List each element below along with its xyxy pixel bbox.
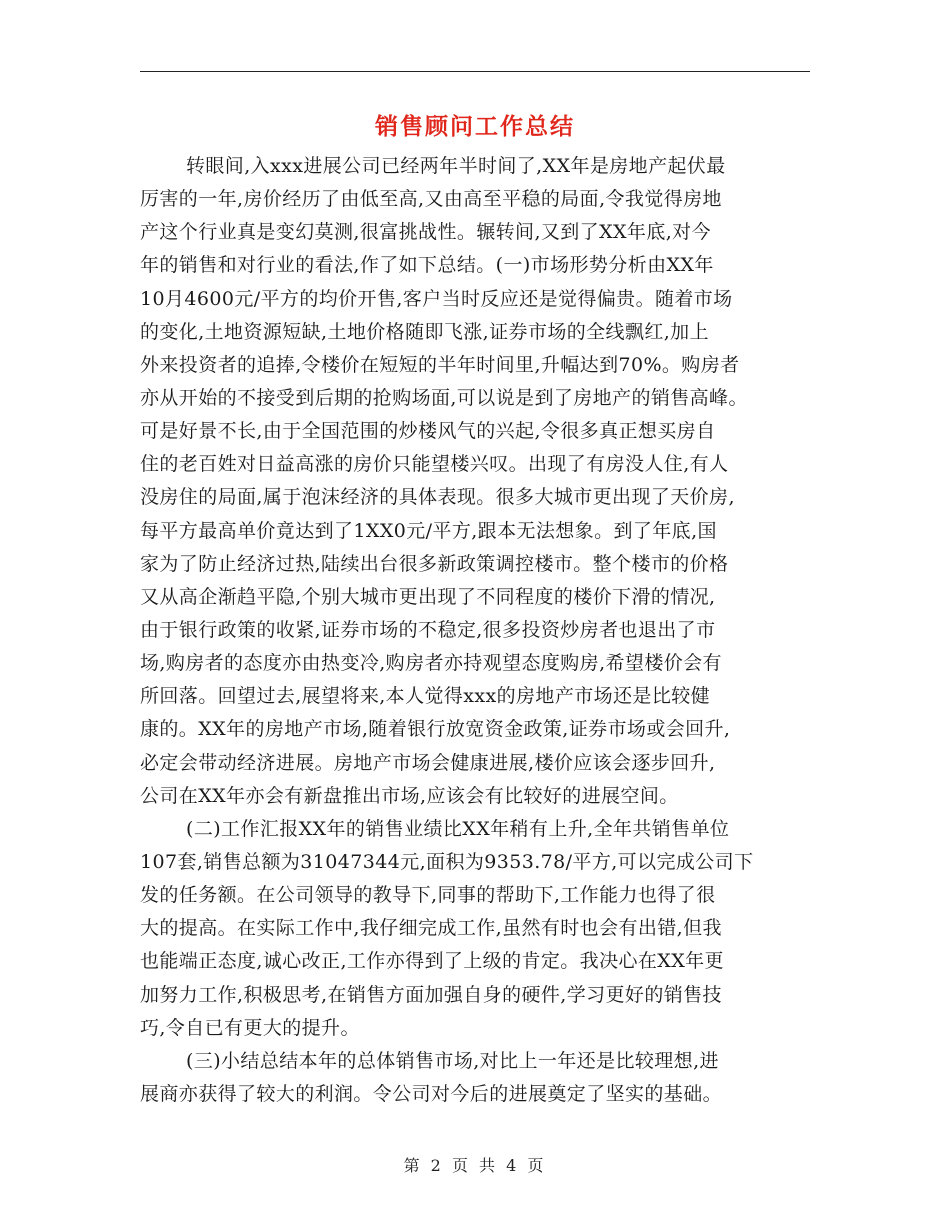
body-line: 107套,销售总额为31047344元,面积为9353.78/平方,可以完成公司下 — [140, 850, 754, 873]
body-line: 加努力工作,积极思考,在销售方面加强自身的硬件,学习更好的销售技 — [140, 983, 722, 1006]
body-line: 的变化,土地资源短缺,土地价格随即飞涨,证券市场的全线飘红,加上 — [140, 320, 709, 343]
body-line: 转眼间,入xxx进展公司已经两年半时间了,XX年是房地产起伏最 — [186, 155, 726, 177]
body-line: 也能端正态度,诚心改正,工作亦得到了上级的肯定。我决心在XX年更 — [140, 950, 724, 973]
body-line: (二)工作汇报XX年的销售业绩比XX年稍有上升,全年共销售单位 — [186, 817, 730, 840]
body-line: 厉害的一年,房价经历了由低至高,又由高至平稳的局面,令我觉得房地 — [140, 188, 722, 211]
body-line: 住的老百姓对日益高涨的房价只能望楼兴叹。出现了有房没人住,有人 — [140, 453, 729, 476]
body-line: 又从高企渐趋平隐,个别大城市更出现了不同程度的楼价下滑的情况, — [140, 585, 716, 608]
body-line: 年的销售和对行业的看法,作了如下总结。(一)市场形势分析由XX年 — [140, 254, 714, 277]
body-line: 外来投资者的追捧,令楼价在短短的半年时间里,升幅达到70%。购房者 — [140, 353, 740, 376]
body-line: 每平方最高单价竟达到了1XX0元/平方,跟本无法想象。到了年底,国 — [140, 519, 717, 542]
page-number-footer: 第 2 页 共 4 页 — [403, 1156, 547, 1175]
document-title: 销售顾问工作总结 — [375, 114, 575, 140]
body-line: 展商亦获得了较大的利润。令公司对今后的进展奠定了坚实的基础。 — [140, 1082, 723, 1105]
body-line: 可是好景不长,由于全国范围的炒楼风气的兴起,令很多真正想买房自 — [140, 420, 716, 443]
body-line: 由于银行政策的收紧,证券市场的不稳定,很多投资炒房者也退出了市 — [140, 618, 716, 641]
body-line: 10月4600元/平方的均价开售,客户当时反应还是觉得偏贵。随着市场 — [140, 287, 733, 310]
document-body — [140, 150, 810, 1111]
body-line: 产这个行业真是变幻莫测,很富挑战性。辗转间,又到了XX年底,对今 — [140, 221, 711, 244]
body-line: 公司在XX年亦会有新盘推出市场,应该会有比较好的进展空间。 — [140, 784, 679, 807]
body-line: 必定会带动经济进展。房地产市场会健康进展,楼价应该会逐步回升, — [140, 751, 716, 774]
body-line: 亦从开始的不接受到后期的抢购场面,可以说是到了房地产的销售高峰。 — [140, 386, 748, 409]
body-line: 巧,令自已有更大的提升。 — [140, 1016, 360, 1039]
body-line: 康的。XX年的房地产市场,随着银行放宽资金政策,证券市场或会回升, — [140, 718, 731, 741]
header-rule — [140, 71, 810, 72]
body-line: 没房住的局面,属于泡沫经济的具体表现。很多大城市更出现了天价房, — [140, 486, 735, 509]
body-line: 家为了防止经济过热,陆续出台很多新政策调控楼市。整个楼市的价格 — [140, 552, 729, 575]
body-line: (三)小结总结本年的总体销售市场,对比上一年还是比较理想,进 — [186, 1049, 719, 1072]
body-line: 发的任务额。在公司领导的教导下,同事的帮助下,工作能力也得了很 — [140, 884, 716, 907]
body-line: 所回落。回望过去,展望将来,本人觉得xxx的房地产市场还是比较健 — [140, 685, 711, 708]
body-line: 场,购房者的态度亦由热变冷,购房者亦持观望态度购房,希望楼价会有 — [140, 652, 722, 675]
body-line: 大的提高。在实际工作中,我仔细完成工作,虽然有时也会有出错,但我 — [140, 917, 722, 940]
